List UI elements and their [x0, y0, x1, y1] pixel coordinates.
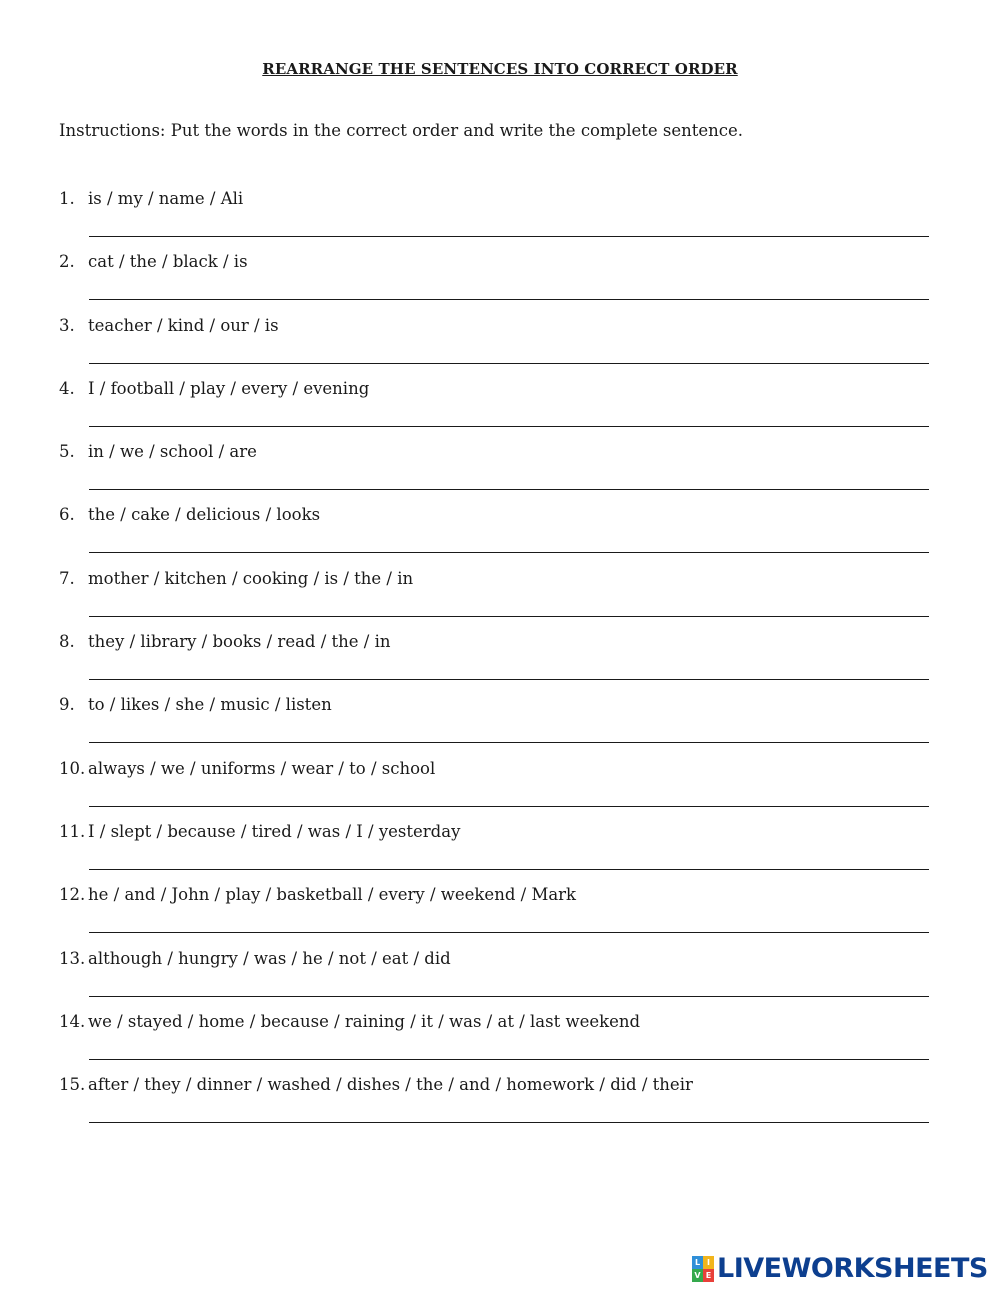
question-item — [59, 758, 929, 821]
answer-line[interactable] — [89, 869, 929, 870]
question-item — [59, 884, 929, 947]
answer-line[interactable] — [89, 742, 929, 743]
question-number: 11. — [59, 821, 86, 841]
question-words: to / likes / she / music / listen — [88, 695, 332, 715]
question-item — [59, 188, 929, 251]
question-number: 5. — [59, 442, 75, 462]
question-item — [59, 378, 929, 441]
question-words: although / hungry / was / he / not / eat / did — [88, 948, 451, 968]
question-number: 14. — [59, 1011, 86, 1031]
question-number: 7. — [59, 568, 75, 588]
question-item — [59, 504, 929, 567]
question-words: cat / the / black / is — [88, 252, 248, 272]
question-words: after / they / dinner / washed / dishes / the / and / homework / did / their — [88, 1075, 693, 1095]
question-number: 10. — [59, 758, 86, 778]
question-number: 12. — [59, 885, 86, 905]
question-item — [59, 568, 929, 631]
answer-line[interactable] — [89, 363, 929, 364]
question-number: 4. — [59, 378, 75, 398]
question-item — [59, 441, 929, 504]
question-number: 8. — [59, 632, 75, 652]
question-words: they / library / books / read / the / in — [88, 632, 391, 652]
question-words: is / my / name / Ali — [88, 189, 244, 208]
question-words: we / stayed / home / because / raining / it / was / at / last weekend — [88, 1011, 641, 1031]
answer-line[interactable] — [89, 806, 929, 807]
question-item — [59, 948, 929, 1011]
question-number: 2. — [59, 252, 75, 272]
answer-line[interactable] — [89, 616, 929, 617]
liveworksheets-logo[interactable] — [692, 1253, 988, 1285]
logo-mark-letter: E — [703, 1269, 714, 1282]
question-item — [59, 1011, 929, 1074]
liveworksheets-logo-mark-icon — [692, 1256, 714, 1282]
question-number: 1. — [59, 189, 75, 208]
question-words: mother / kitchen / cooking / is / the / in — [88, 568, 414, 588]
question-number: 3. — [59, 315, 75, 335]
logo-mark-letter: V — [692, 1269, 703, 1282]
question-words: he / and / John / play / basketball / every / weekend / Mark — [88, 885, 577, 905]
question-number: 13. — [59, 948, 86, 968]
question-item — [59, 315, 929, 378]
answer-line[interactable] — [89, 236, 929, 237]
answer-line[interactable] — [89, 1059, 929, 1060]
worksheet-title: REARRANGE THE SENTENCES INTO CORRECT ORDER — [262, 60, 738, 78]
question-item — [59, 821, 929, 884]
question-number: 6. — [59, 505, 75, 525]
answer-line[interactable] — [89, 932, 929, 933]
logo-mark-letter: I — [703, 1256, 714, 1269]
instructions-text: Instructions: Put the words in the correct order and write the complete sentence. — [59, 121, 744, 140]
question-words: always / we / uniforms / wear / to / school — [88, 758, 436, 778]
question-number: 15. — [59, 1075, 86, 1095]
question-item — [59, 1074, 929, 1137]
question-item — [59, 631, 929, 694]
question-words: teacher / kind / our / is — [88, 315, 279, 335]
question-words: in / we / school / are — [88, 442, 257, 462]
answer-line[interactable] — [89, 299, 929, 300]
answer-line[interactable] — [89, 1122, 929, 1123]
question-words: the / cake / delicious / looks — [88, 505, 321, 525]
question-words: I / slept / because / tired / was / I / yesterday — [88, 821, 461, 841]
question-number: 9. — [59, 695, 75, 715]
logo-mark-letter: L — [692, 1256, 703, 1269]
answer-line[interactable] — [89, 679, 929, 680]
answer-line[interactable] — [89, 489, 929, 490]
question-item — [59, 694, 929, 757]
question-words: I / football / play / every / evening — [88, 378, 370, 398]
answer-line[interactable] — [89, 552, 929, 553]
answer-line[interactable] — [89, 996, 929, 997]
answer-line[interactable] — [89, 426, 929, 427]
question-list — [59, 188, 929, 1137]
logo-text: LIVEWORKSHEETS — [717, 1253, 988, 1284]
question-item — [59, 251, 929, 314]
